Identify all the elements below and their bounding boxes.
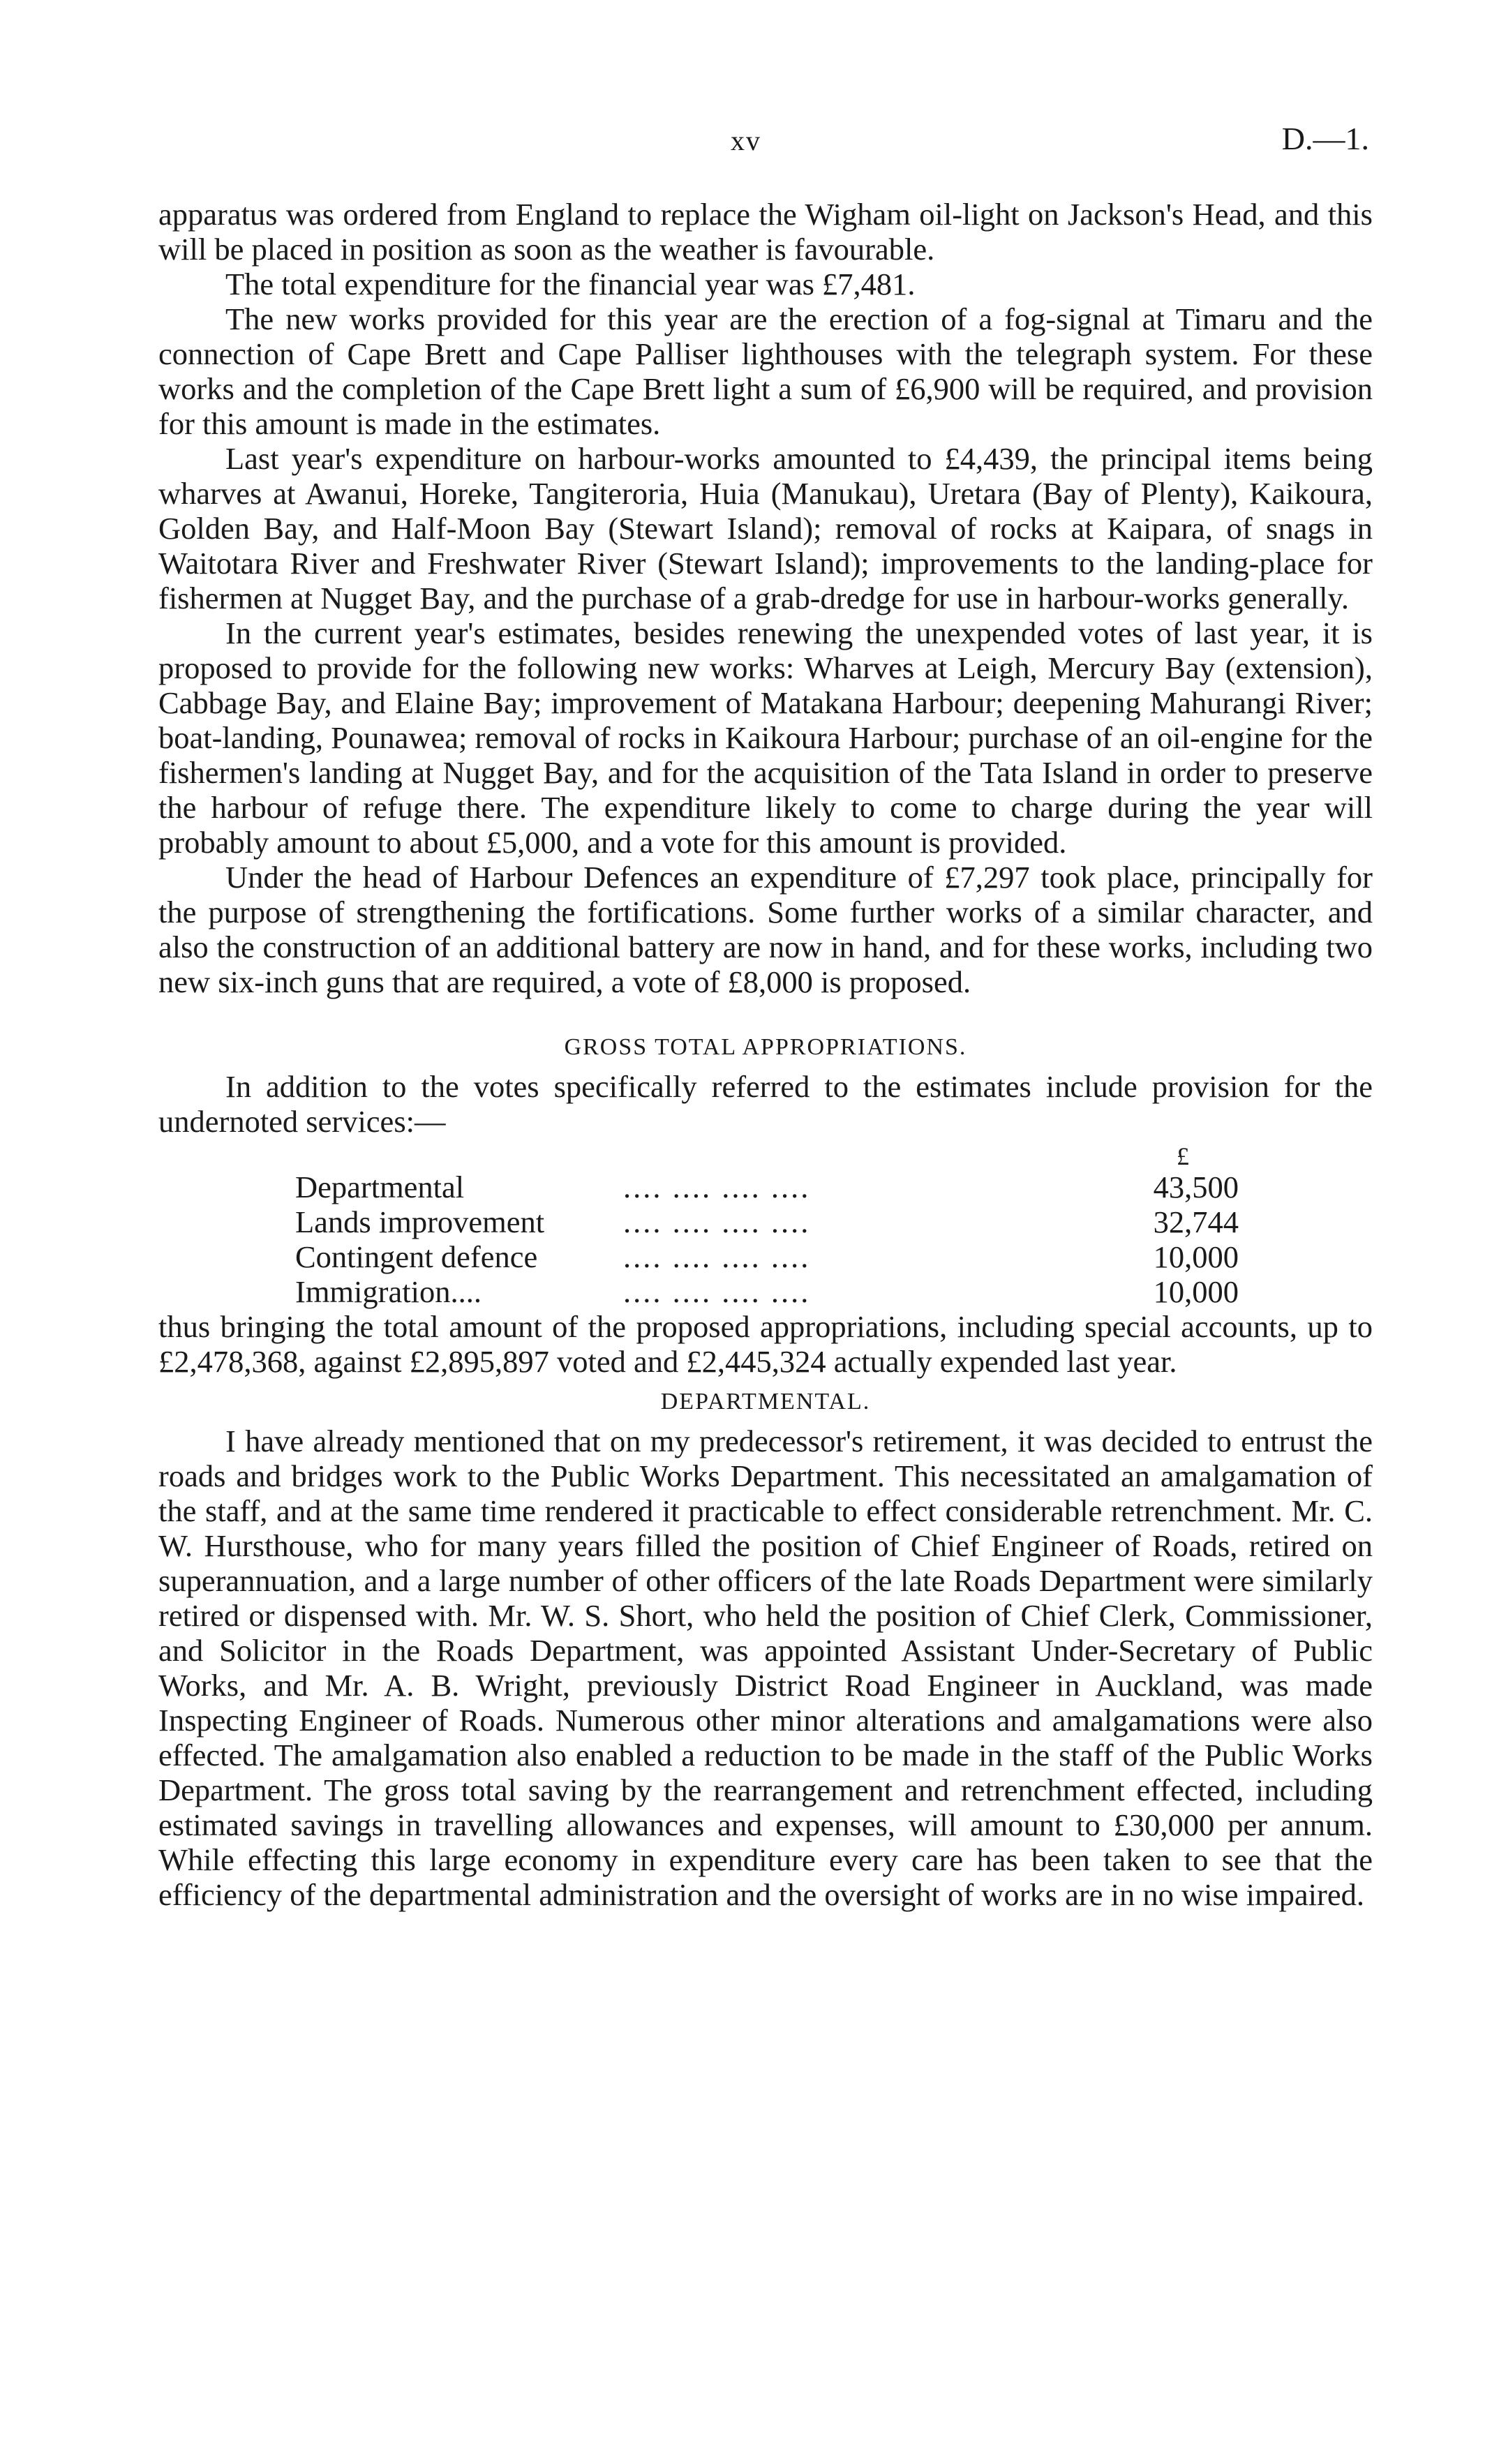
paragraph-harbour-defences: Under the head of Harbour Defences an expenditure of £7,297 took place, principally for the purpose of strengthening the fortifications. Some further works of a similar character, and also the construction of an additional battery are now in hand, and for these works, including two new six-inch guns that are required, a vote of £8,000 is proposed.: [158, 860, 1373, 999]
paragraph-total-expenditure: The total expenditure for the financial year was £7,481.: [225, 267, 916, 301]
table-row: [295, 1274, 1239, 1309]
document-body: [158, 197, 1373, 1912]
table-row: [295, 1170, 1239, 1204]
appropriations-table: [295, 1139, 1239, 1309]
row-label: Contingent defence: [295, 1239, 538, 1274]
currency-symbol: £: [1177, 1142, 1189, 1170]
row-leader: .... .... .... ....: [623, 1204, 811, 1239]
page-number: xv: [731, 125, 761, 156]
document-reference: D.—1.: [1281, 121, 1369, 156]
row-label: Immigration....: [295, 1274, 482, 1309]
section-heading-gross-total: GROSS TOTAL APPROPRIATIONS.: [564, 1034, 967, 1060]
paragraph-new-works: The new works provided for this year are the erection of a fog-signal at Timaru and the connection of Cape Brett and Cape Palliser lighthouses with the telegraph system. For these works and the completion of the Cape Brett light a sum of £6,900 will be required, and provision for this amount is made in the estimates.: [158, 301, 1373, 441]
table-row: [295, 1204, 1239, 1239]
row-label: Lands improvement: [295, 1204, 545, 1239]
row-leader: .... .... .... ....: [623, 1170, 811, 1204]
paragraph-current-estimates: In the current year's estimates, besides renewing the unexpended votes of last year, it is proposed to provide for the following new works: Wharves at Leigh, Mercury Bay (extension), Cabbage Bay, and Elaine Bay; improvement of Matakana Harbour; deepening Mahurangi River; boat-landing, Pounawea; removal of rocks in Kaikoura Harbour; purchase of an oil-engine for the fishermen's landing at Nugget Bay, and for the acquisition of the Tata Island in order to preserve the harbour of refuge there. The expenditure likely to come to charge during the year will probably amount to about £5,000, and a vote for this amount is provided.: [158, 615, 1373, 860]
currency-header: [295, 1139, 1239, 1170]
paragraph-departmental: I have already mentioned that on my predecessor's retirement, it was decided to entrust the roads and bridges work to the Public Works Department. This necessitated an amalgamation of the staff, and at the same time rendered it practicable to effect considerable retrenchment. Mr. C. W. Hursthouse, who for many years filled the position of Chief Engineer of Roads, retired on superannuation, and a large number of other officers of the late Roads Department were similarly retired or dispensed with. Mr. W. S. Short, who held the position of Chief Clerk, Commissioner, and Solicitor in the Roads Department, was appointed Assistant Under-Secretary of Public Works, and Mr. A. B. Wright, previously District Road Engineer in Auckland, was made Inspecting Engineer of Roads. Numerous other minor alterations and amalgamations were also effected. The amalgamation also enabled a reduction to be made in the staff of the Public Works Department. The gross total saving by the rearrangement and retrenchment effected, including estimated savings in travelling allowances and expenses, will amount to £30,000 per annum. While effecting this large economy in expenditure every care has been taken to see that the efficiency of the departmental administration and the oversight of works are in no wise impaired.: [158, 1424, 1373, 1912]
paragraph-gross-intro: In addition to the votes specifically referred to the estimates include provision for the undernoted services:—: [158, 1069, 1373, 1139]
table-row: [295, 1239, 1239, 1274]
row-amount: 10,000: [1153, 1274, 1239, 1309]
section-heading-departmental: DEPARTMENTAL.: [660, 1389, 871, 1414]
row-leader: .... .... .... ....: [623, 1274, 811, 1309]
row-amount: 43,500: [1153, 1170, 1239, 1204]
row-leader: .... .... .... ....: [623, 1239, 811, 1274]
row-amount: 10,000: [1153, 1239, 1239, 1274]
paragraph-gross-conclusion: thus bringing the total amount of the proposed appropriations, including special accounts, up to £2,478,368, against £2,895,897 voted and £2,445,324 actually expended last year.: [158, 1309, 1373, 1379]
row-label: Departmental: [295, 1170, 465, 1204]
row-amount: 32,744: [1153, 1204, 1239, 1239]
paragraph-harbour-works: Last year's expenditure on harbour-works amounted to £4,439, the principal items being wharves at Awanui, Horeke, Tangiteroria, Huia (Manukau), Uretara (Bay of Plenty), Kaikoura, Golden Bay, and Half-Moon Bay (Stewart Island); removal of rocks at Kaipara, of snags in Waitotara River and Freshwater River (Stewart Island); improvements to the landing-place for fishermen at Nugget Bay, and the purchase of a grab-dredge for use in harbour-works generally.: [158, 441, 1373, 615]
paragraph-apparatus: apparatus was ordered from England to replace the Wigham oil-light on Jackson's Head, and this will be placed in position as soon as the weather is favourable.: [158, 197, 1373, 267]
